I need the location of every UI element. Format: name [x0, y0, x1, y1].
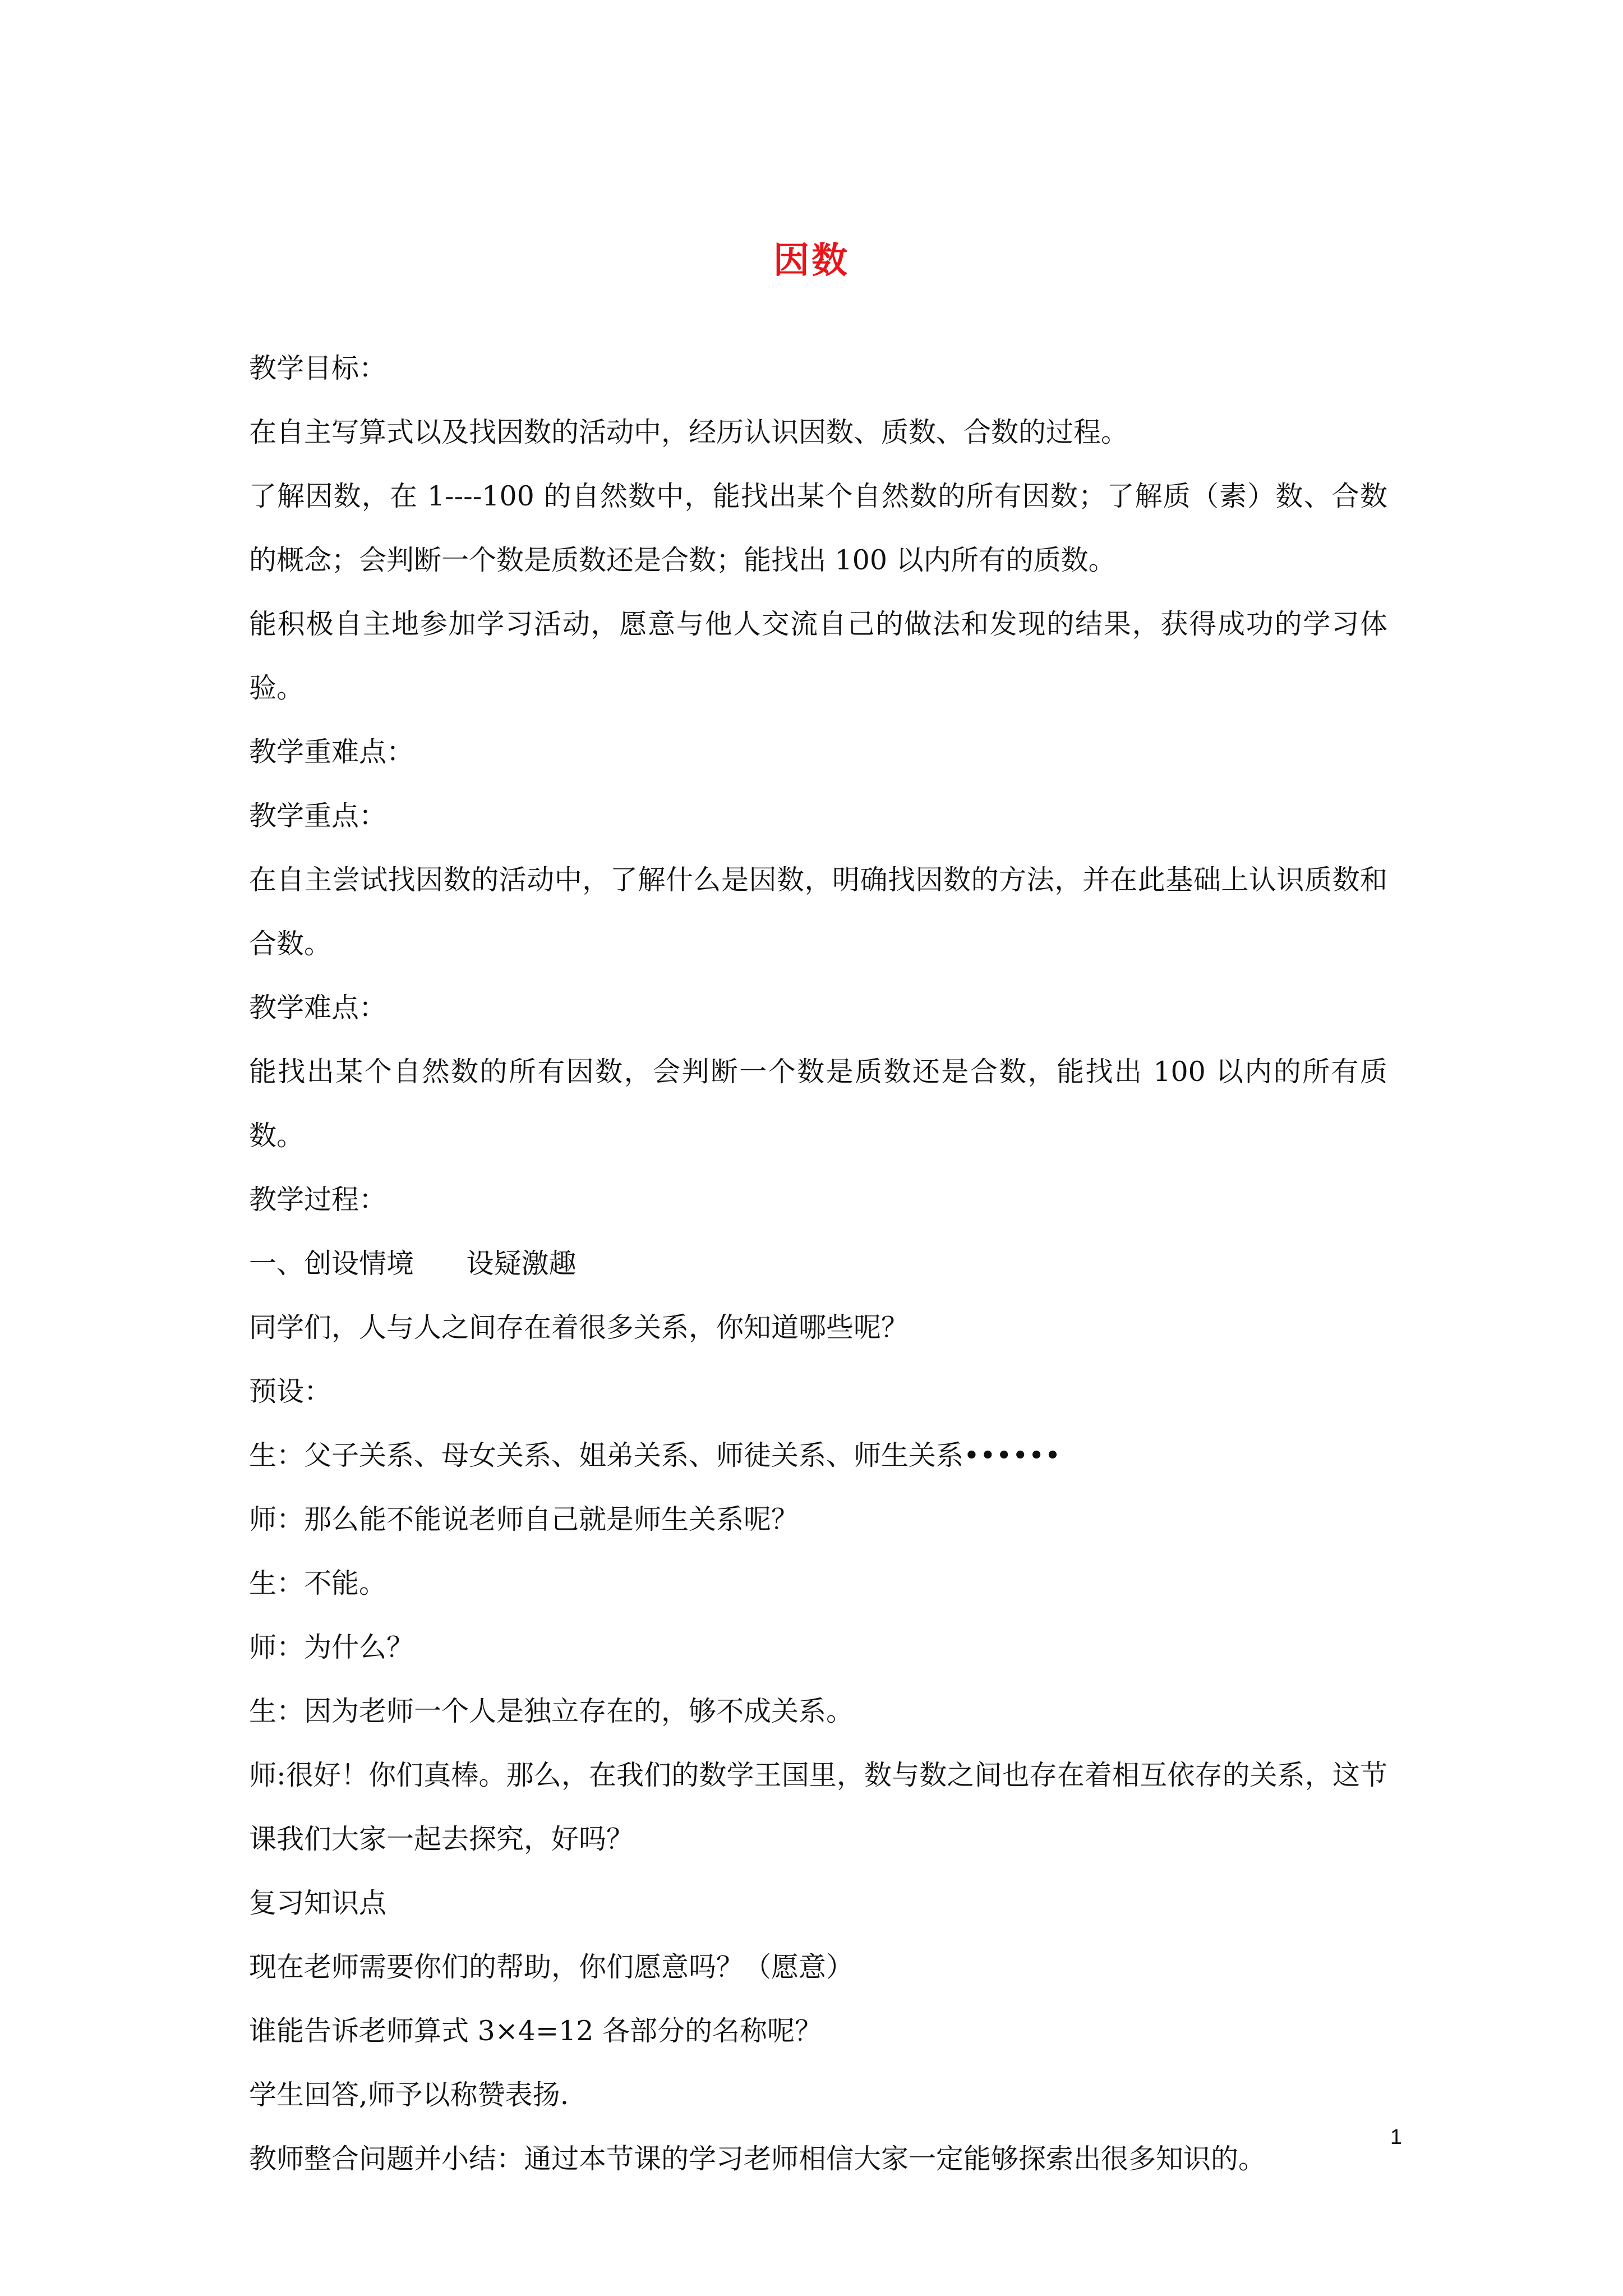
paragraph: 师:很好！你们真棒。那么，在我们的数学王国里，数与数之间也存在着相互依存的关系，这节课我们大家一起去探究，好吗？ [249, 1759, 1387, 1855]
paragraph: 生：父子关系、母女关系、姐弟关系、师徒关系、师生关系•••••• [249, 1439, 1061, 1471]
paragraph: 预设： [249, 1375, 332, 1407]
paragraph-section-heading: 一、创设情境 设疑激趣 [249, 1248, 577, 1280]
paragraph: 同学们，人与人之间存在着很多关系，你知道哪些呢？ [249, 1312, 909, 1343]
paragraph: 能积极自主地参加学习活动，愿意与他人交流自己的做法和发现的结果，获得成功的学习体验。 [249, 608, 1387, 704]
paragraph: 学生回答,师予以称赞表扬. [249, 2079, 569, 2111]
paragraph: 在自主尝试找因数的活动中，了解什么是因数，明确找因数的方法，并在此基础上认识质数和合数。 [249, 864, 1387, 960]
document-title: 因数 [773, 240, 850, 282]
document-body [249, 337, 1387, 2191]
paragraph: 教师整合问题并小结：通过本节课的学习老师相信大家一定能够探索出很多知识的。 [249, 2143, 1266, 2175]
paragraph-teaching-process-heading: 教学过程： [249, 1184, 387, 1216]
paragraph: 谁能告诉老师算式 3×4=12 各部分的名称呢？ [249, 2015, 822, 2047]
paragraph-difficult-points-heading: 教学难点： [249, 992, 387, 1024]
paragraph: 师：那么能不能说老师自己就是师生关系呢？ [249, 1503, 799, 1535]
paragraph: 生：因为老师一个人是独立存在的，够不成关系。 [249, 1695, 854, 1727]
paragraph: 师：为什么？ [249, 1631, 414, 1663]
paragraph-key-difficult-heading: 教学重难点： [249, 736, 414, 768]
paragraph: 在自主写算式以及找因数的活动中，经历认识因数、质数、合数的过程。 [249, 416, 1129, 448]
paragraph: 了解因数，在 1----100 的自然数中，能找出某个自然数的所有因数；了解质（素）数、合数的概念；会判断一个数是质数还是合数；能找出 100 以内所有的质数。 [249, 480, 1387, 576]
paragraph: 现在老师需要你们的帮助，你们愿意吗？（愿意） [249, 1951, 854, 1983]
paragraph: 能找出某个自然数的所有因数，会判断一个数是质数还是合数，能找出 100 以内的所有质数。 [249, 1056, 1387, 1152]
paragraph-key-points-heading: 教学重点： [249, 800, 387, 832]
page-number: 1 [1390, 2125, 1402, 2149]
paragraph-teaching-goals-heading: 教学目标： [249, 352, 387, 384]
paragraph-review-heading: 复习知识点 [249, 1887, 387, 1919]
paragraph: 生：不能。 [249, 1567, 387, 1599]
